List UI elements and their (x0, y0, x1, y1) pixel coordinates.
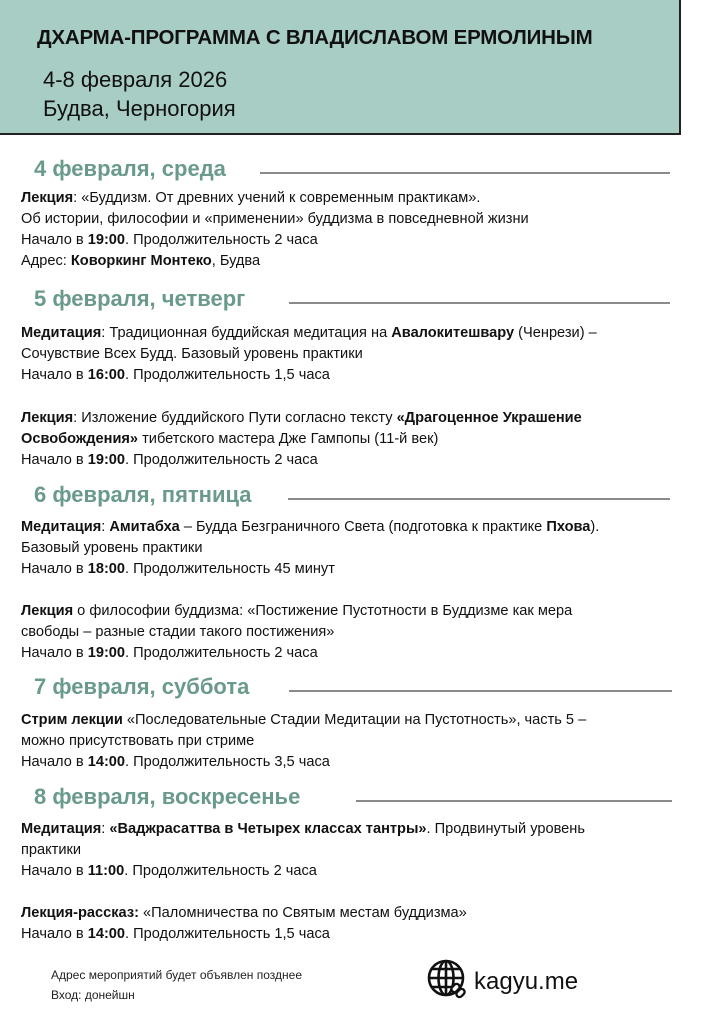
event-line (21, 924, 467, 945)
day-title: 4 февраля, среда (34, 156, 226, 181)
event-text: Адрес: (21, 253, 71, 269)
event-emphasis: Медитация (21, 325, 102, 341)
day-title: 6 февраля, пятница (34, 482, 252, 507)
event-line (21, 861, 585, 882)
day-heading (34, 784, 300, 810)
day-divider (288, 498, 670, 500)
event-emphasis: Авалокитешвару (391, 325, 515, 341)
event-line (21, 710, 586, 731)
event-line (21, 517, 599, 538)
event-text: ). (590, 519, 600, 535)
event-text: . Продолжительность 2 часа (124, 863, 317, 879)
event-text: Базовый уровень практики (21, 540, 203, 556)
event-text: Начало в (21, 645, 88, 661)
day-heading (34, 482, 252, 508)
event-entry (21, 188, 529, 272)
event-emphasis: «Ваджрасаттва в Четырех классах тантры» (109, 821, 427, 837)
event-text: : «Буддизм. От древних учений к современным практикам». (73, 190, 481, 206)
event-emphasis: Лекция (21, 190, 74, 206)
event-text: Начало в (21, 561, 88, 577)
event-emphasis: Лекция (21, 410, 74, 426)
event-line (21, 323, 597, 344)
event-line (21, 731, 586, 752)
site-url[interactable]: kagyu.me (474, 967, 579, 995)
event-emphasis: 16:00 (87, 367, 126, 383)
event-emphasis: Лекция-рассказ: (21, 905, 139, 921)
event-emphasis: Медитация (21, 821, 102, 837)
event-line (21, 840, 585, 861)
event-text: Начало в (21, 863, 88, 879)
event-text: «Последовательные Стадии Медитации на Пустотность», часть 5 – (122, 712, 587, 728)
event-text: Начало в (21, 452, 88, 468)
event-emphasis: «Драгоценное Украшение (396, 410, 582, 426)
event-text: свободы – разные стадии такого постижения» (21, 624, 335, 640)
entry-note: Вход: донейшн (51, 988, 135, 1002)
event-text: . Продолжительность 2 часа (125, 645, 318, 661)
event-emphasis: 14:00 (87, 754, 126, 770)
event-emphasis: 19:00 (87, 645, 126, 661)
event-text: : (101, 821, 110, 837)
event-emphasis: 19:00 (87, 452, 126, 468)
event-text: . Продолжительность 2 часа (125, 232, 318, 248)
event-text: – Будда Безграничного Света (подготовка к практике (179, 519, 547, 535)
event-entry (21, 601, 572, 664)
day-heading (34, 156, 226, 182)
event-text: , Будва (211, 253, 261, 269)
event-text: Начало в (21, 232, 88, 248)
event-line (21, 408, 582, 429)
event-line (21, 450, 582, 471)
event-emphasis: Амитабха (109, 519, 180, 535)
event-line (21, 622, 572, 643)
event-entry (21, 710, 586, 773)
event-text: Начало в (21, 754, 88, 770)
event-emphasis: 18:00 (87, 561, 126, 577)
event-text: Сочувствие Всех Будд. Базовый уровень практики (21, 346, 363, 362)
event-text: можно присутствовать при стриме (21, 733, 255, 749)
day-divider (260, 172, 670, 174)
event-line (21, 643, 572, 664)
event-text: . Продолжительность 1,5 часа (125, 926, 330, 942)
event-emphasis: Пхова (546, 519, 591, 535)
day-heading (34, 286, 245, 312)
event-line (21, 251, 529, 272)
event-line (21, 365, 597, 386)
event-line (21, 188, 529, 209)
event-text: : Изложение буддийского Пути согласно тексту (73, 410, 397, 426)
header-banner (0, 0, 681, 135)
address-note: Адрес мероприятий будет объявлен позднее (51, 968, 303, 982)
event-line (21, 752, 586, 773)
program-location: Будва, Черногория (43, 96, 236, 121)
event-text: тибетского мастера Дже Гампопы (11-й век) (138, 431, 439, 447)
event-emphasis: Медитация (21, 519, 102, 535)
site-link[interactable] (426, 958, 578, 1005)
event-text: Начало в (21, 367, 88, 383)
event-line (21, 429, 582, 450)
event-entry (21, 819, 585, 882)
event-line (21, 344, 597, 365)
event-text: Об истории, философии и «применении» буддизма в повседневной жизни (21, 211, 529, 227)
event-line (21, 230, 529, 251)
event-line (21, 601, 572, 622)
day-divider (356, 800, 672, 802)
day-heading (34, 674, 249, 700)
day-divider (289, 690, 672, 692)
day-divider (289, 302, 670, 304)
event-text: : (101, 519, 110, 535)
event-emphasis: Стрим лекции (21, 712, 123, 728)
event-text: о философии буддизма: «Постижение Пустотности в Буддизме как мера (73, 603, 573, 619)
event-emphasis: 19:00 (87, 232, 126, 248)
event-text: . Продолжительность 2 часа (125, 452, 318, 468)
event-emphasis: 11:00 (87, 863, 125, 879)
event-text: Начало в (21, 926, 88, 942)
event-line (21, 538, 599, 559)
globe-link-icon (426, 958, 468, 1005)
day-title: 7 февраля, суббота (34, 674, 250, 699)
event-text: . Продвинутый уровень (426, 821, 585, 837)
event-entry (21, 903, 467, 945)
event-entry (21, 517, 599, 580)
program-title: ДХАРМА-ПРОГРАММА С ВЛАДИСЛАВОМ ЕРМОЛИНЫМ (37, 26, 593, 49)
event-emphasis: Лекция (21, 603, 74, 619)
day-title: 8 февраля, воскресенье (34, 784, 301, 809)
event-text: «Паломничества по Святым местам буддизма» (138, 905, 467, 921)
event-line (21, 903, 467, 924)
event-text: . Продолжительность 1,5 часа (125, 367, 330, 383)
event-text: (Ченрези) – (514, 325, 597, 341)
event-line (21, 819, 585, 840)
event-emphasis: Освобождения» (21, 431, 139, 447)
program-dates: 4-8 февраля 2026 (43, 67, 228, 92)
event-text: . Продолжительность 45 минут (125, 561, 335, 577)
event-emphasis: Коворкинг Монтеко (70, 253, 212, 269)
event-entry (21, 408, 582, 471)
event-line (21, 209, 529, 230)
day-title: 5 февраля, четверг (34, 286, 246, 311)
event-text: : Традиционная буддийская медитация на (101, 325, 392, 341)
event-text: . Продолжительность 3,5 часа (125, 754, 330, 770)
event-text: практики (21, 842, 82, 858)
event-entry (21, 323, 597, 386)
event-emphasis: 14:00 (87, 926, 126, 942)
event-line (21, 559, 599, 580)
